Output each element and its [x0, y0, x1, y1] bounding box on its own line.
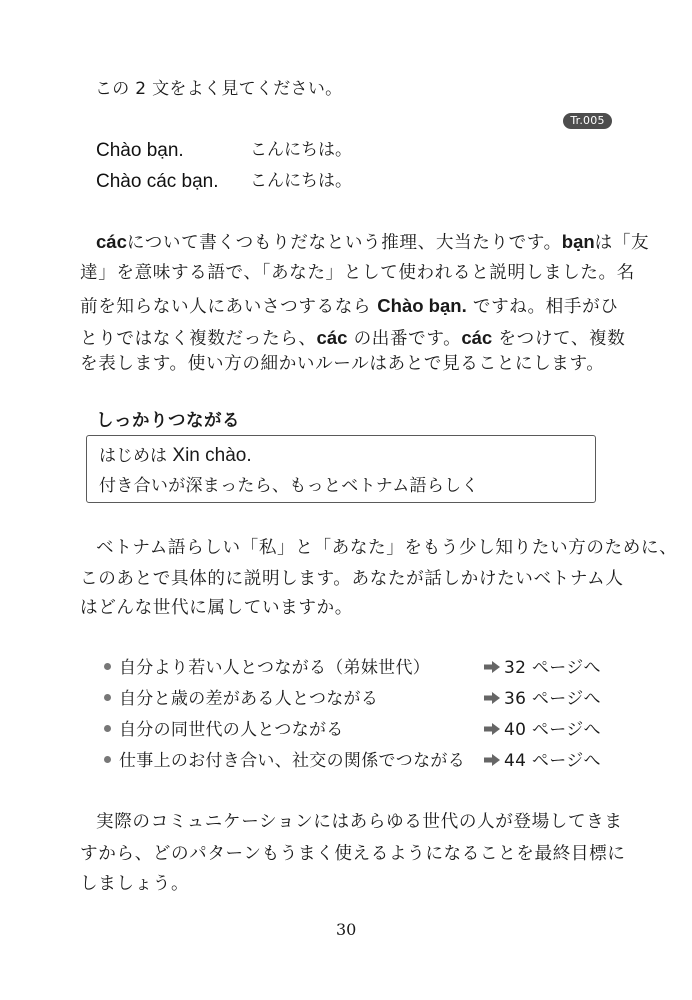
list-item	[104, 722, 344, 739]
arrow-right-icon	[483, 753, 501, 767]
para3-line-2: すから、どのパターンもうまく使えるようになることを最終目標に	[80, 844, 626, 864]
para1-line-4	[80, 329, 625, 349]
text-span: 前を知らない人にあいさつするなら	[80, 297, 378, 317]
text-span: について書くつもりだなという推理、大当たりです。	[126, 233, 562, 253]
para2-line-2: このあとで具体的に説明します。あなたが話しかけたいベトナム人	[80, 569, 624, 589]
list-item	[104, 691, 378, 708]
arrow-right-icon	[483, 691, 501, 705]
page-ref-text: 40 ページへ	[504, 720, 601, 740]
list-item-text: 自分より若い人とつながる（弟妹世代）	[119, 658, 431, 678]
page-ref[interactable]	[483, 722, 601, 739]
arrow-right-icon	[483, 660, 501, 674]
page-ref[interactable]	[483, 753, 601, 770]
viet-phrase: Xin chào.	[172, 445, 252, 466]
text-span: とりではなく複数だったら、	[80, 329, 317, 349]
bullet-dot-icon	[104, 756, 111, 763]
bullet-dot-icon	[104, 694, 111, 701]
page-ref-text: 32 ページへ	[504, 658, 601, 678]
text-span: ですね。相手がひ	[466, 297, 619, 317]
page-number: 30	[336, 920, 357, 939]
viet-word: Chào bạn.	[377, 295, 467, 316]
callout-box	[86, 435, 596, 503]
para1-line-1	[96, 233, 649, 253]
viet-word: các	[316, 327, 348, 348]
text-span: の出番です。	[347, 329, 462, 349]
page-ref[interactable]	[483, 691, 601, 708]
list-item-text: 仕事上のお付き合い、社交の関係でつながる	[119, 751, 465, 771]
arrow-right-icon	[483, 722, 501, 736]
page-ref-text: 36 ページへ	[504, 689, 601, 709]
para3-line-3: しましょう。	[80, 874, 190, 894]
text-span: はじめは	[99, 446, 173, 466]
para1-line-2: 達」を意味する語で、「あなた」として使われると説明しました。名	[80, 263, 635, 283]
viet-word: bạn	[561, 231, 595, 252]
track-badge[interactable]: Tr.005	[563, 113, 612, 129]
bullet-dot-icon	[104, 725, 111, 732]
viet-word: các	[461, 327, 493, 348]
para1-line-3	[80, 297, 618, 317]
text-span: は「友	[594, 233, 650, 253]
section-title: しっかりつながる	[96, 411, 240, 431]
para2-line-3: はどんな世代に属していますか。	[80, 598, 353, 618]
para2-line-1: ベトナム語らしい「私」と「あなた」をもう少し知りたい方のために、	[96, 538, 678, 558]
list-item	[104, 660, 430, 677]
example-vi-1: Chào bạn.	[96, 140, 184, 161]
page-ref[interactable]	[483, 660, 601, 677]
intro-text: この 2 文をよく見てください。	[95, 79, 343, 99]
viet-word: các	[96, 231, 127, 252]
text-span: をつけて、複数	[492, 329, 626, 349]
para3-line-1: 実際のコミュニケーションにはあらゆる世代の人が登場してきま	[96, 812, 623, 832]
list-item-text: 自分の同世代の人とつながる	[119, 720, 344, 740]
page-ref-text: 44 ページへ	[504, 751, 601, 771]
para1-line-5: を表します。使い方の細かいルールはあとで見ることにします。	[80, 354, 605, 374]
bullet-dot-icon	[104, 663, 111, 670]
list-item-text: 自分と歳の差がある人とつながる	[119, 689, 379, 709]
example-jp-1: こんにちは。	[250, 140, 352, 160]
example-jp-2: こんにちは。	[250, 171, 352, 191]
list-item	[104, 753, 465, 770]
callout-line-2: 付き合いが深まったら、もっとベトナム語らしく	[99, 476, 479, 496]
callout-line-1	[99, 446, 252, 465]
example-vi-2: Chào các bạn.	[96, 171, 219, 192]
